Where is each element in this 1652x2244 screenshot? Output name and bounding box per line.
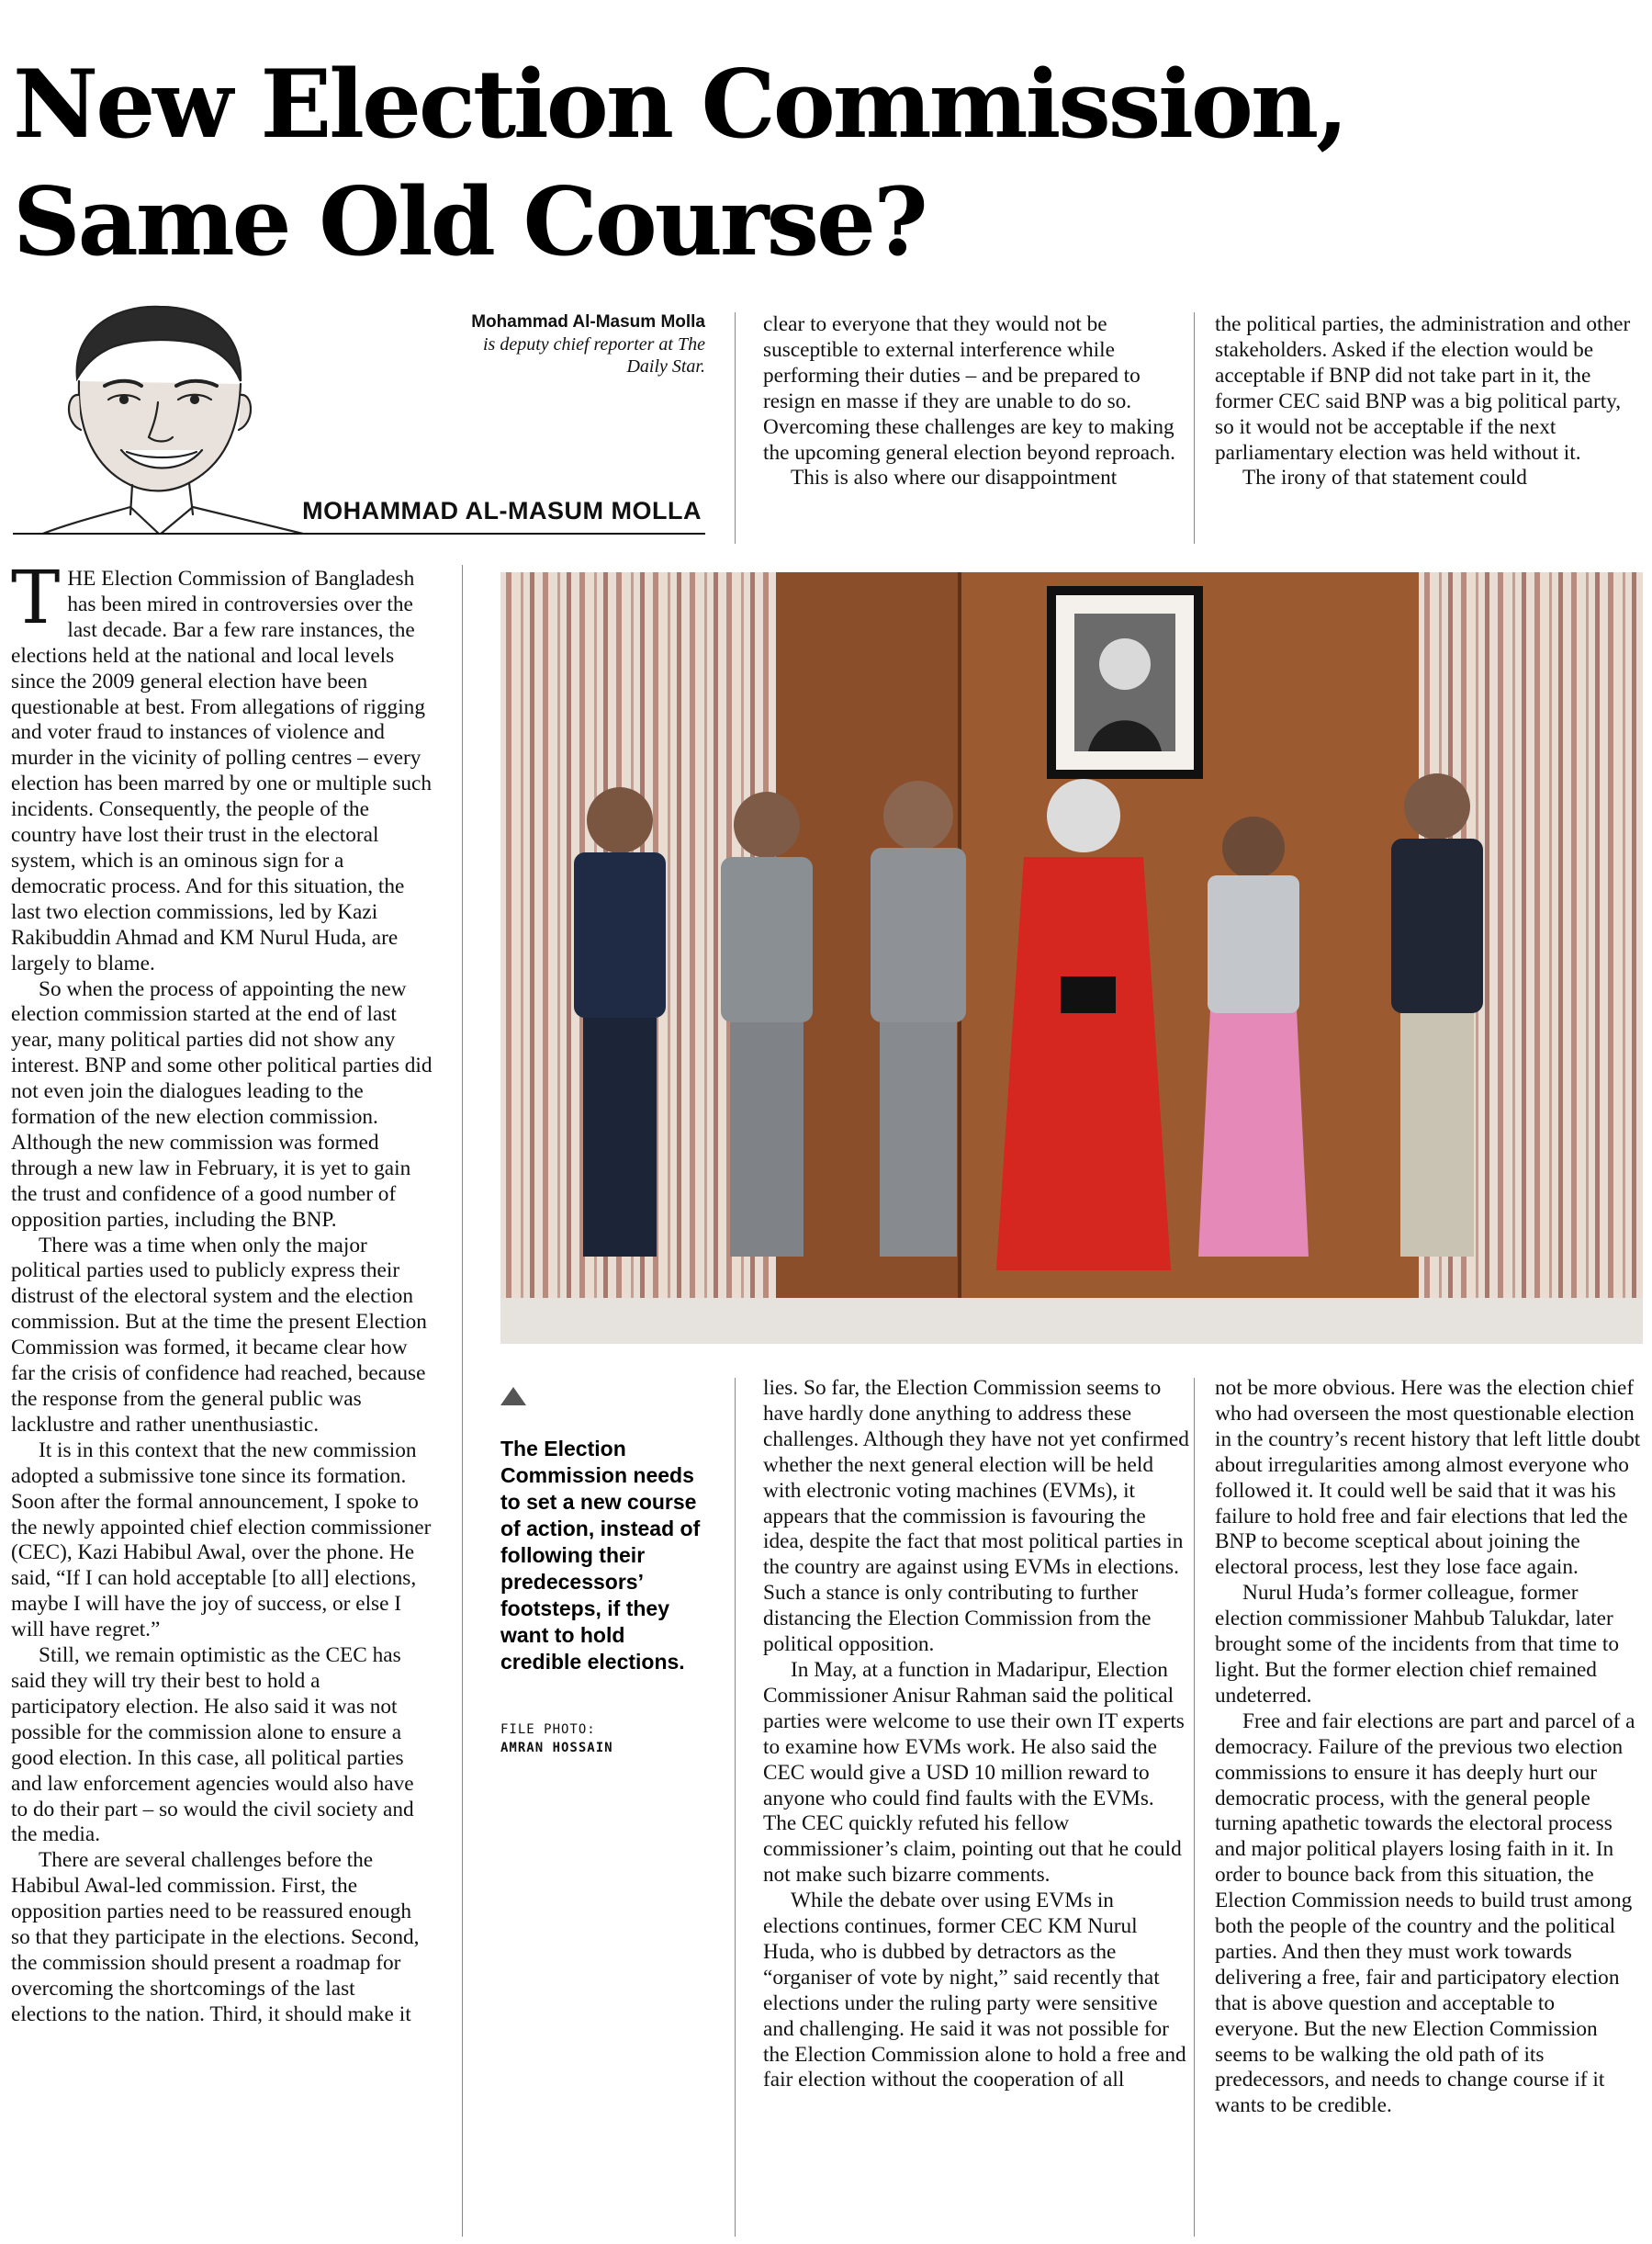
article-paragraph: not be more obvious. Here was the election chief who had overseen the most questionable election in the country’s recent history that left little doubt about irregularities among almost everyone who followed it. It could well be said that it was his failure to hold free and fair elections that led the BNP to become sceptical about joining the electoral process, lest they lose face again. — [1215, 1376, 1641, 1580]
photo-credit — [500, 1720, 702, 1757]
author-bio — [404, 311, 705, 378]
headline — [13, 46, 1647, 281]
article-paragraph: clear to everyone that they would not be susceptible to external interference while performing their duties – and be prepared to resign en masse if they are unable to do so. Overcoming these challenges are key to making the upcoming general election beyond reproach. — [763, 312, 1175, 465]
author-portrait-illustration — [13, 294, 316, 535]
article-paragraph: the political parties, the administration and other stakeholders. Asked if the election would be acceptable if BNP did not take part in it, the former CEC said BNP was a big political party, so it would not be acceptable if the next parliamentary election was held without it. — [1215, 312, 1631, 465]
article-column-2-top — [763, 312, 1189, 491]
author-bio-role-continued: Daily Star. — [626, 356, 705, 377]
commission-group-photo — [500, 572, 1643, 1344]
article-paragraph: This is also where our disappointment — [791, 466, 1118, 491]
byline-divider — [13, 533, 705, 535]
article-paragraph: There are several challenges before the Habibul Awal-led commission. First, the opposition parties need to be reassured enough so that they participate in the elections. Second, the commission should present a roadmap for overcoming the shortcomings of the last elections to the nation. Third, it should make it — [11, 1848, 420, 2026]
column-divider — [1194, 312, 1195, 544]
author-bio-name: Mohammad Al-Masum Molla — [471, 312, 705, 332]
photo-credit-label: FILE PHOTO: — [500, 1722, 596, 1737]
article-paragraph: Nurul Huda’s former colleague, former election commissioner Mahbub Talukdar, later brought some of the incidents from that time to light. But the former election chief remained undeterred. — [1215, 1581, 1619, 1708]
article-paragraph: Free and fair elections are part and parcel of a democracy. Failure of the previous two election commissions to ensure it has deeply hurt our democratic process, with the general people turning apathetic towards the electoral process and major political players losing faith in it. In order to bounce back from this situation, the Election Commission needs to build trust among both the people of the country and the political parties. And then they must work towards delivering a free, fair and participatory election that is above question and acceptable to everyone. But the new Election Commission seems to be walking the old path of its predecessors, and needs to change course if it wants to be credible. — [1215, 1708, 1635, 2118]
column-divider — [462, 565, 463, 2237]
article-paragraph: While the debate over using EVMs in elections continues, former CEC KM Nurul Huda, who is dubbed by detractors as the “organiser of vote by night,” said recently that elections under the ruling party were sensitive and challenging. He said it was not possible for the Election Commission alone to hold a free and fair election without the cooperation of all — [763, 1889, 1186, 2092]
triangle-icon — [500, 1387, 526, 1405]
article-column-3-top — [1215, 312, 1643, 491]
pull-quote: The Election Commission needs to set a new course of action, instead of following their predecessors’ footsteps, if they want to hold credible elections. — [500, 1437, 701, 1674]
headline-line-1: New Election Commission, — [13, 50, 1346, 160]
article-paragraph: So when the process of appointing the new election commission started at the end of last year, many political parties did not show any interest. BNP and some other political parties did not even join the dialogues leading to the formation of the new election commission. Although the new commission was formed through a new law in February, it is yet to gain the trust and confidence of a good number of opposition parties, including the BNP. — [11, 976, 433, 1232]
article-paragraph: In May, at a function in Madaripur, Election Commissioner Anisur Rahman said the political parties were welcome to use their own IT experts to examine how EVMs work. He also said the CEC would give a USD 10 million reward to anyone who could find faults with the EVMs. The CEC quickly refuted his fellow commissioner’s claim, pointing out that he could not make such bizarre comments. — [763, 1657, 1185, 1888]
column-divider — [1194, 1378, 1195, 2237]
article-paragraph: There was a time when only the major political parties used to publicly express their distrust of the electoral system and the election commission. But at the time the present Election Commission was formed, it became clear how far the crisis of confidence had reached, because the response from the general public was lacklustre and rather unenthusiastic. — [11, 1233, 427, 1437]
photo-credit-name: AMRAN HOSSAIN — [500, 1741, 613, 1755]
article-column-1 — [11, 555, 433, 2028]
article-column-3-bottom — [1215, 1376, 1643, 2119]
article-paragraph: lies. So far, the Election Commission seems to have hardly done anything to address these challenges. Although they have not yet confirmed whether the next general election will be held with electronic voting machines (EVMs), it appears that the commission is favouring the idea, despite the fact that most political parties in the country are against using EVMs in elections. Such a stance is only contributing to further distancing the Election Commission from the political opposition. — [763, 1376, 1189, 1657]
dropcap: T — [11, 555, 61, 640]
headline-line-2: Same Old Course? — [13, 167, 926, 277]
article-paragraph: The irony of that statement could — [1242, 466, 1527, 491]
article-column-2-bottom — [763, 1376, 1189, 2093]
author-bio-role: is deputy chief reporter at The — [483, 334, 705, 355]
article-paragraph: It is in this context that the new commission adopted a submissive tone since its formation. Soon after the formal announcement, I spoke to the newly appointed chief election commissioner (CEC), Kazi Habibul Awal, over the phone. He said, “If I can hold acceptable [to all] elections, maybe I will have the joy of success, or else I will have regret.” — [11, 1438, 432, 1642]
article-paragraph: THE Election Commission of Bangladesh has been mired in controversies over the last decade. Bar a few rare instances, the elections held at the national and local levels since the 2009 general election have been questionable at best. From allegations of rigging and voter fraud to instances of violence and murder in the vicinity of polling centres – every election has been marred by one or multiple such incidents. Consequently, the people of the country have lost their trust in the electoral system, which is an ominous sign for a democratic process. And for this situation, the last two election commissions, led by Kazi Rakibuddin Ahmad and KM Nurul Huda, are largely to blame. — [11, 555, 433, 975]
byline: MOHAMMAD AL-MASUM MOLLA — [302, 497, 702, 524]
column-divider — [735, 312, 736, 544]
column-divider — [735, 1378, 736, 2237]
article-paragraph: Still, we remain optimistic as the CEC has said they will try their best to hold a participatory election. He also said it was not possible for the commission alone to ensure a good election. In this case, all political parties and law enforcement agencies would also have to do their part – so would the civil society and the media. — [11, 1643, 414, 1847]
